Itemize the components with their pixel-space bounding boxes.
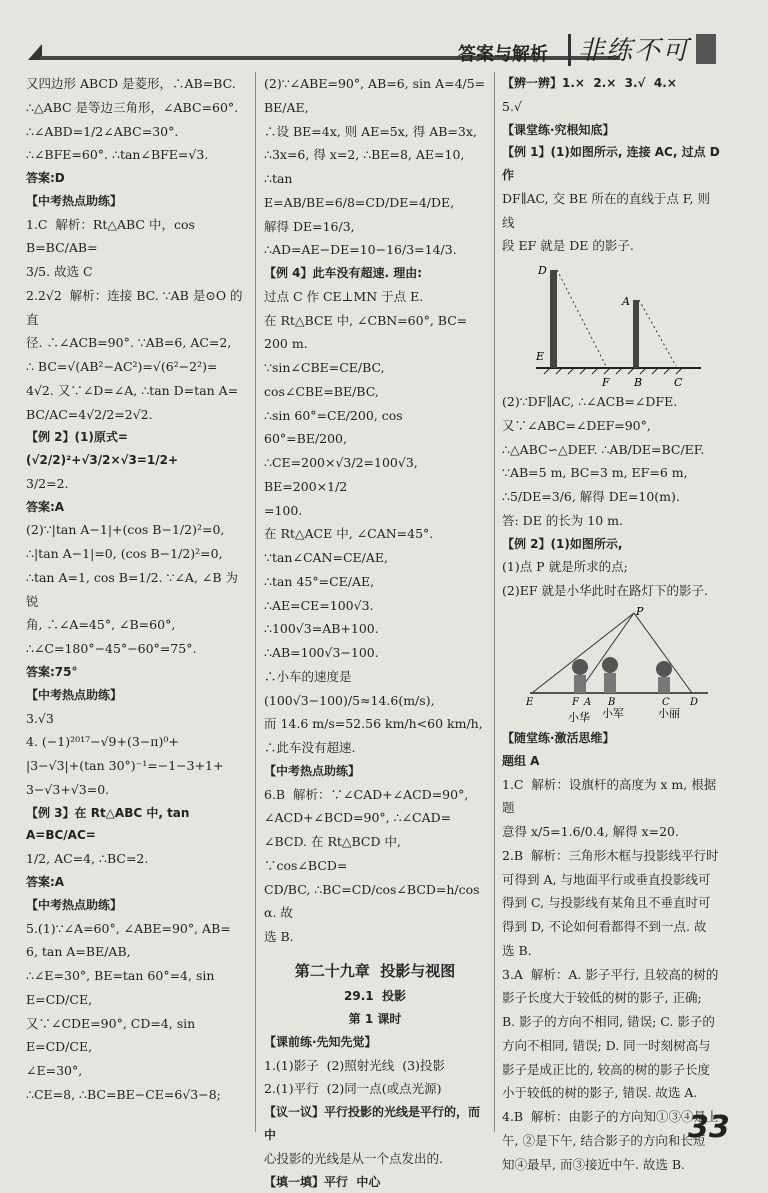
col3_a-line: 【例 1】(1)如图所示, 连接 AC, 过点 D 作	[502, 145, 724, 183]
figure2-label-p: P	[636, 604, 644, 618]
col3_c-line: 【随堂练·激活思维】	[502, 730, 615, 745]
col1-line: 5.(1)∵∠A=60°, ∠ABE=90°, AB=	[26, 920, 231, 936]
col1-line: 【例 2】(1)原式=(√2/2)²+√3/2×√3=1/2+	[26, 430, 179, 468]
figure1-ray-ac	[639, 300, 676, 366]
figure2-label-c: C	[662, 696, 670, 708]
col2-line: BE/AE,	[264, 99, 309, 115]
figure2-label-a: A	[584, 696, 592, 708]
col1-line: ∴CE=8, ∴BC=BE−CE=6√3−8;	[26, 1086, 221, 1102]
col2-line: ∵tan∠CAN=CE/AE,	[264, 550, 388, 566]
col3_c-line: 影子是成正比的, 较高的树的影子长度	[502, 1061, 710, 1077]
col1-line: 3/5. 故选 C	[26, 264, 93, 280]
col3_c-line: 得到 C, 与投影线有某角且不垂直时可	[502, 895, 711, 911]
col3_b-line: (1)点 P 就是所求的点;	[502, 559, 628, 575]
figure-streetlight-shadows	[508, 605, 718, 727]
figure2-label-f: F	[572, 696, 579, 708]
col1-line: 3/2=2.	[26, 475, 69, 491]
figure1-label-e: E	[536, 350, 545, 364]
col2-line: ∴小车的速度是(100√3−100)/5≈14.6(m/s),	[264, 668, 435, 708]
col2-line: ∴设 BE=4x, 则 AE=5x, 得 AB=3x,	[264, 123, 477, 139]
col3_c-line: 4.B 解析：由影子的方向知①③④是上	[502, 1109, 719, 1125]
person-xiaohua-icon	[572, 659, 588, 693]
col1-line: ∠E=30°,	[26, 1063, 83, 1079]
col1-line: 又四边形 ABCD 是菱形，∴AB=BC.	[26, 76, 236, 91]
col3_a-line: 【课堂练·究根知底】	[502, 122, 615, 137]
col3_c-line: 午, ②是下午, 结合影子的方向和长短	[502, 1132, 706, 1148]
col1-line: 答案:75°	[26, 664, 78, 679]
col3_c-line: 选 B.	[502, 942, 532, 958]
col1-line: 答案:A	[26, 874, 65, 889]
col2-line: 6.B 解析：∵∠CAD+∠ACD=90°,	[264, 786, 469, 802]
col1-line: ∴∠BFE=60°. ∴tan∠BFE=√3.	[26, 147, 209, 163]
header-block-decoration	[696, 34, 716, 64]
col2-line: 解得 DE=16/3,	[264, 218, 355, 234]
col2-line: ∴sin 60°=CE/200, cos 60°=BE/200,	[264, 407, 407, 447]
figure2-label-d: D	[690, 696, 699, 708]
col1-line: 径. ∴∠ACB=90°. ∵AB=6, AC=2,	[26, 335, 232, 351]
col2_tail-line: 【填一填】平行 中心	[264, 1174, 381, 1189]
col1-line: 4. (−1)²⁰¹⁷−√9+(3−π)⁰+	[26, 734, 179, 750]
col1-line: 6, tan A=BE/AB,	[26, 944, 131, 960]
col3_c-line: 影子长度大于较低的树的影子, 正确;	[502, 990, 702, 1006]
col2_tail-line: 【课前练·先知先觉】	[264, 1034, 377, 1049]
col2-line: ∴CE=200×√3/2=100√3, BE=200×1/2	[264, 455, 422, 494]
col3_b-line: ∵AB=5 m, BC=3 m, EF=6 m,	[502, 465, 688, 481]
col2_tail-line: 【议一议】平行投影的光线是平行的，而中	[264, 1105, 481, 1143]
column-divider-1	[255, 72, 256, 1132]
figure1-label-d: D	[538, 264, 547, 278]
figure2-label-b: B	[608, 696, 616, 708]
col2_tail-line: 1.(1)影子 (2)照射光线 (3)投影	[264, 1057, 445, 1073]
col1-line: 【例 3】在 Rt△ABC 中, tan A=BC/AC=	[26, 805, 194, 843]
figure1-pole-de	[550, 270, 557, 368]
col2-line: ∠ACD+∠BCD=90°, ∴∠CAD=	[264, 810, 452, 826]
col2-line: ∴3x=6, 得 x=2, ∴BE=8, AE=10,	[264, 147, 465, 163]
col3_b-line: (2)∵DF∥AC, ∴∠ACB=∠DFE.	[502, 394, 678, 410]
header-separator	[568, 34, 571, 66]
col3_c-line: 题组 A	[502, 753, 540, 768]
col1-line: ∴∠E=30°, BE=tan 60°=4, sin E=CD/CE,	[26, 968, 219, 1007]
figure1-label-a: A	[622, 295, 630, 309]
col2-line: CD/BC, ∴BC=CD/cos∠BCD=h/cos α. 故	[264, 881, 484, 921]
figure1-ray-df	[557, 270, 606, 366]
col3_c-line: 2.B 解析：三角形木框与投影线平行时	[502, 847, 719, 863]
col1-line: BC/AC=4√2/2=2√2.	[26, 406, 153, 422]
header-title: 答案与解析	[458, 44, 548, 65]
figure2-label-e: E	[526, 696, 534, 708]
col3_b-line: 【例 2】(1)如图所示,	[502, 536, 623, 551]
col1-line: 角, ∴∠A=45°, ∠B=60°,	[26, 617, 176, 633]
col1-line: 1.C 解析：Rt△ABC 中，cos B=BC/AB=	[26, 216, 199, 256]
col1-line: 又∵∠CDE=90°, CD=4, sin E=CD/CE,	[26, 1015, 200, 1055]
col2-line: =100.	[264, 502, 303, 518]
col1-line: 1/2, AC=4, ∴BC=2.	[26, 851, 149, 867]
col2-line: ∴tan 45°=CE/AE, ∴AE=CE=100√3.	[264, 573, 379, 613]
col1-line: ∴ BC=√(AB²−AC²)=√(6²−2²)=	[26, 359, 218, 375]
col3_a-line: 5.√	[502, 98, 522, 114]
figure1-label-b: B	[634, 376, 643, 390]
col2-line: 200 m.	[264, 336, 308, 352]
col3_a-line: 段 EF 就是 DE 的影子.	[502, 238, 634, 254]
figure1-label-c: C	[674, 376, 683, 390]
col2-line: 选 B.	[264, 929, 294, 945]
figure2-name-xiaojun: 小军	[602, 706, 624, 720]
col1-line: ∴|tan A−1|=0, (cos B−1/2)²=0,	[26, 546, 223, 562]
col3_b-line: 又∵∠ABC=∠DEF=90°,	[502, 417, 651, 433]
col3_a-line: DF∥AC, 交 BE 所在的直线于点 F, 则线	[502, 190, 710, 230]
col2-line: ∴AD=AE−DE=10−16/3=14/3.	[264, 242, 457, 258]
page-header	[0, 0, 768, 68]
col2-line: ∠BCD. 在 Rt△BCD 中, ∵cos∠BCD=	[264, 834, 405, 873]
col2-line: ∴AB=100√3−100.	[264, 645, 379, 661]
col2-line: ∵sin∠CBE=CE/BC, cos∠CBE=BE/BC,	[264, 360, 389, 399]
col3_c-line: B. 影子的方向不相同, 错误; C. 影子的	[502, 1014, 715, 1030]
col1-line: 答案:D	[26, 171, 65, 185]
col2-line: 【中考热点助练】	[264, 763, 361, 778]
col1-line: 3−√3+√3=0.	[26, 781, 110, 797]
col2-line: ∴tan E=AB/BE=6/8=CD/DE=4/DE,	[264, 171, 455, 210]
col1-line: ∴∠C=180°−45°−60°=75°.	[26, 641, 197, 657]
col3_c-line: 3.A 解析：A. 影子平行, 且较高的树的	[502, 966, 719, 982]
col3_b-line: ∴5/DE=3/6, 解得 DE=10(m).	[502, 489, 680, 505]
col2_tail-line: 心投影的光线是从一个点发出的.	[264, 1150, 443, 1166]
col3_c-line: 小于较低的树的影子, 错误. 故选 A.	[502, 1085, 698, 1101]
lesson-title: 第 1 课时	[348, 1012, 402, 1027]
column-middle	[264, 72, 486, 1193]
brand-logo-text: 非练不可	[578, 36, 691, 66]
figure2-name-xiaoli: 小丽	[658, 706, 680, 720]
figure1-label-f: F	[602, 376, 610, 390]
col2-line: ∴100√3=AB+100.	[264, 621, 379, 637]
figure1-pole-ab	[633, 300, 639, 368]
col1-line: ∴∠ABD=1/2∠ABC=30°.	[26, 123, 179, 139]
column-divider-2	[494, 72, 495, 1132]
col1-line: (2)∵|tan A−1|+(cos B−1/2)²=0,	[26, 522, 225, 538]
col1-line: 2.2√2 解析：连接 BC. ∵AB 是⊙O 的直	[26, 287, 243, 327]
col3_c-line: 得到 D, 不论如何看都得不到一点. 故	[502, 919, 707, 935]
col3_b-line: ∴△ABC∽△DEF. ∴AB/DE=BC/EF.	[502, 441, 705, 457]
column-left	[26, 72, 248, 1107]
col2-line: 过点 C 作 CE⊥MN 于点 E.	[264, 288, 424, 304]
col1-line: 【中考热点助练】	[26, 897, 123, 912]
col1-line: ∴△ABC 是等边三角形，∠ABC=60°.	[26, 99, 239, 115]
col3_b-line: 答: DE 的长为 10 m.	[502, 512, 623, 528]
col1-line: ∴tan A=1, cos B=1/2. ∵∠A, ∠B 为锐	[26, 569, 239, 609]
col3_c-line: 意得 x/5=1.6/0.4, 解得 x=20.	[502, 824, 679, 840]
col1-line: 答案:A	[26, 499, 65, 514]
col2-line: 而 14.6 m/s=52.56 km/h<60 km/h,	[264, 716, 483, 732]
col2-line: 【例 4】此车没有超速. 理由:	[264, 266, 423, 280]
col1-line: 4√2. 又∵∠D=∠A, ∴tan D=tan A=	[26, 382, 239, 398]
figure-shadow-poles	[516, 260, 716, 390]
column-right	[502, 72, 722, 1176]
page-number: 33	[688, 1110, 730, 1145]
person-xiaoli-icon	[656, 661, 672, 693]
col3_c-line: 方向不相同, 错误; D. 同一时刻树高与	[502, 1037, 711, 1053]
chapter-title: 第二十九章 投影与视图	[294, 961, 456, 980]
col1-line: 3.√3	[26, 710, 54, 726]
col3_c-line: 1.C 解析：设旗杆的高度为 x m, 根据题	[502, 776, 717, 816]
col1-line: 【中考热点助练】	[26, 687, 123, 702]
col2-line: (2)∵∠ABE=90°, AB=6, sin A=4/5=	[264, 76, 486, 91]
col3_c-line: 可得到 A, 与地面平行或垂直投影线可	[502, 871, 711, 887]
col2-line: 在 Rt△BCE 中, ∠CBN=60°, BC=	[264, 312, 468, 328]
col2-line: 在 Rt△ACE 中, ∠CAN=45°.	[264, 526, 434, 542]
section-title: 29.1 投影	[344, 989, 406, 1004]
col3_c-line: 知④最早, 而③接近中午. 故选 B.	[502, 1156, 686, 1172]
person-xiaojun-icon	[602, 657, 618, 693]
figure2-name-xiaohua: 小华	[568, 710, 590, 724]
col1-line: |3−√3|+(tan 30°)⁻¹=−1−3+1+	[26, 758, 224, 774]
col3_b-line: (2)EF 就是小华此时在路灯下的影子.	[502, 583, 708, 599]
col2-line: ∴此车没有超速.	[264, 740, 356, 756]
col3_a-line: 【辨一辨】1.× 2.× 3.√ 4.×	[502, 76, 677, 90]
col1-line: 【中考热点助练】	[26, 193, 123, 208]
col2_tail-line: 2.(1)平行 (2)同一点(或点光源)	[264, 1081, 442, 1097]
